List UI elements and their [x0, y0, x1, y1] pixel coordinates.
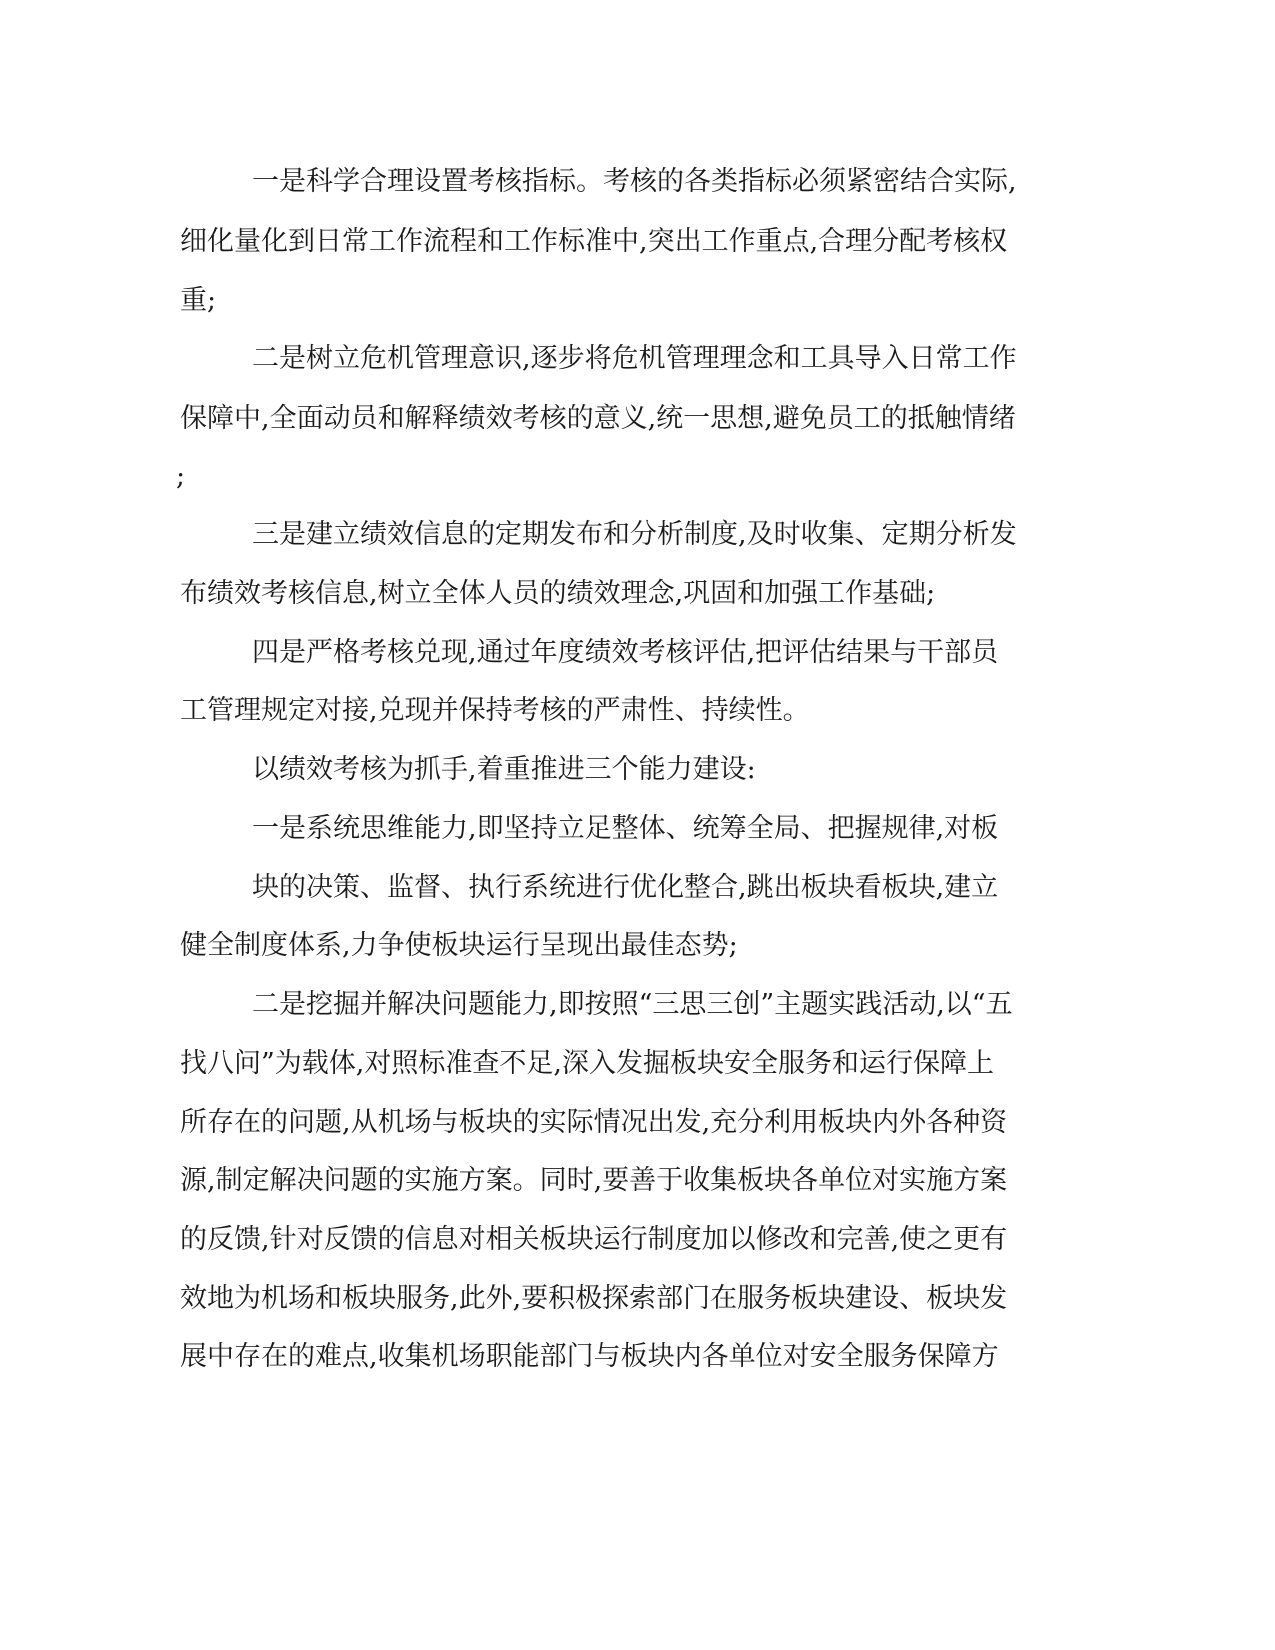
text-line: 展中存在的难点,收集机场职能部门与板块内各单位对安全服务保障方: [180, 1341, 999, 1372]
text-line: 效地为机场和板块服务,此外,要积极探索部门在服务板块建设、板块发: [180, 1283, 1008, 1314]
text-line: 细化量化到日常工作流程和工作标准中,突出工作重点,合理分配考核权: [180, 226, 1008, 257]
text-line: 保障中,全面动员和解释绩效考核的意义,统一思想,避免员工的抵触情绪: [180, 403, 1016, 434]
text-line: 源,制定解决问题的实施方案。同时,要善于收集板块各单位对实施方案: [180, 1165, 1008, 1196]
text-line: 健全制度体系,力争使板块运行呈现出最佳态势;: [180, 930, 738, 961]
text-line: 找八问”为载体,对照标准查不足,深入发掘板块安全服务和运行保障上: [180, 1048, 994, 1079]
text-line: 以绩效考核为抓手,着重推进三个能力建设:: [252, 754, 756, 785]
text-line: 一是系统思维能力,即坚持立足整体、统筹全局、把握规律,对板: [252, 813, 999, 844]
text-line: ;: [176, 461, 186, 492]
text-line: 重;: [180, 285, 217, 316]
text-line: 三是建立绩效信息的定期发布和分析制度,及时收集、定期分析发: [252, 519, 1017, 550]
text-line: 一是科学合理设置考核指标。考核的各类指标必须紧密结合实际,: [252, 166, 1017, 197]
text-line: 布绩效考核信息,树立全体人员的绩效理念,巩固和加强工作基础;: [180, 578, 936, 609]
text-line: 块的决策、监督、执行系统进行优化整合,跳出板块看板块,建立: [252, 872, 999, 903]
text-line: 二是挖掘并解决问题能力,即按照“三思三创”主题实践活动,以“五: [252, 989, 1013, 1020]
text-line: 四是严格考核兑现,通过年度绩效考核评估,把评估结果与干部员: [252, 637, 999, 668]
text-line: 的反馈,针对反馈的信息对相关板块运行制度加以修改和完善,使之更有: [180, 1224, 1008, 1255]
text-line: 所存在的问题,从机场与板块的实际情况出发,充分利用板块内外各种资: [180, 1107, 1008, 1138]
text-line: 二是树立危机管理意识,逐步将危机管理理念和工具导入日常工作: [252, 343, 1017, 374]
text-line: 工管理规定对接,兑现并保持考核的严肃性、持续性。: [180, 695, 810, 726]
